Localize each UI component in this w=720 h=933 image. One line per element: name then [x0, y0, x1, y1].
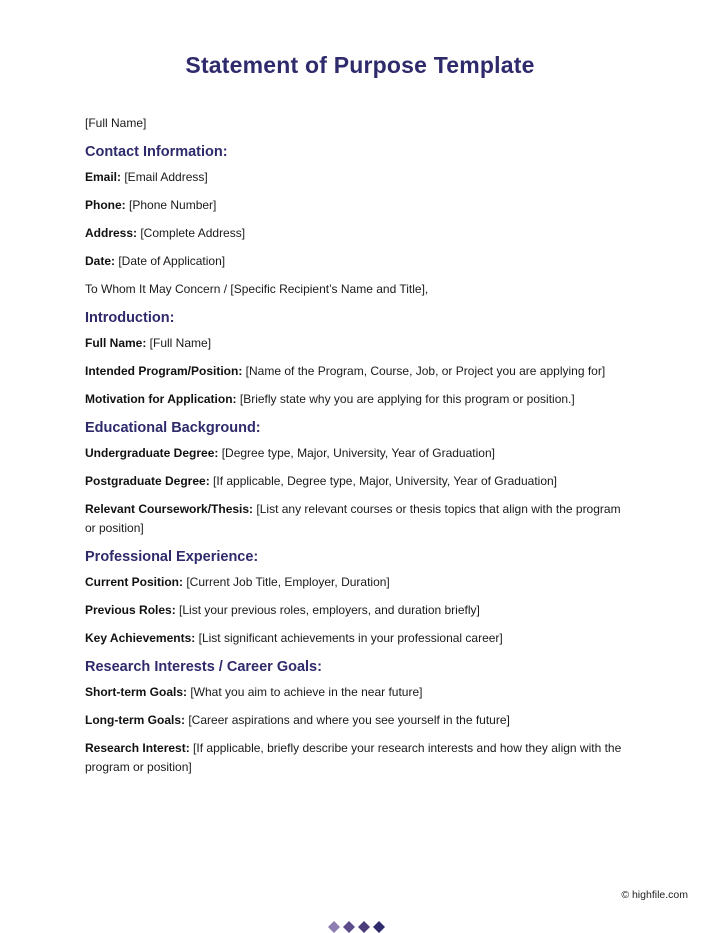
coursework-label: Relevant Coursework/Thesis: — [85, 502, 254, 516]
intended-program-line — [85, 362, 625, 381]
undergrad-line — [85, 444, 625, 463]
email-line — [85, 168, 625, 187]
footer-copyright: © highfile.com — [621, 889, 688, 901]
phone-label: Phone: — [85, 198, 126, 212]
long-term-goals-label: Long-term Goals: — [85, 713, 186, 727]
address-label: Address: — [85, 226, 138, 240]
postgrad-line — [85, 472, 625, 491]
email-value: [Email Address] — [121, 170, 208, 184]
document-body — [85, 114, 625, 786]
email-label: Email: — [85, 170, 122, 184]
full-name-top: [Full Name] — [85, 116, 147, 130]
previous-roles-label: Previous Roles: — [85, 603, 176, 617]
date-label: Date: — [85, 254, 116, 268]
coursework-line — [85, 500, 625, 538]
research-interest-label: Research Interest: — [85, 741, 190, 755]
long-term-goals-line — [85, 711, 625, 730]
phone-value: [Phone Number] — [125, 198, 217, 212]
key-achievements-label: Key Achievements: — [85, 631, 196, 645]
short-term-goals-line — [85, 683, 625, 702]
short-term-goals-label: Short-term Goals: — [85, 685, 188, 699]
page-title: Statement of Purpose Template — [185, 52, 535, 78]
motivation-label: Motivation for Application: — [85, 392, 237, 406]
current-position-line — [85, 573, 625, 592]
coursework-value: [List any relevant courses or thesis topics that align with the program or position] — [85, 502, 621, 535]
intro-full-name-value: [Full Name] — [146, 336, 212, 350]
address-value: [Complete Address] — [137, 226, 246, 240]
previous-roles-line — [85, 601, 625, 620]
intro-full-name-line — [85, 334, 625, 353]
diamond-4-icon — [373, 921, 385, 933]
intro-full-name-label: Full Name: — [85, 336, 147, 350]
diamond-2-icon — [343, 921, 355, 933]
research-interest-value: [If applicable, briefly describe your research interests and how they align with the program or position] — [85, 741, 622, 774]
current-position-label: Current Position: — [85, 575, 183, 589]
experience-heading: Professional Experience: — [85, 549, 259, 565]
intended-program-label: Intended Program/Position: — [85, 364, 243, 378]
salutation: To Whom It May Concern / [Specific Recipient’s Name and Title], — [85, 282, 429, 296]
education-heading: Educational Background: — [85, 420, 261, 436]
diamond-1-icon — [328, 921, 340, 933]
long-term-goals-value: [Career aspirations and where you see yourself in the future] — [185, 713, 510, 727]
research-heading: Research Interests / Career Goals: — [85, 659, 322, 675]
undergrad-label: Undergraduate Degree: — [85, 446, 219, 460]
motivation-line — [85, 390, 625, 409]
address-line — [85, 224, 625, 243]
contact-heading: Contact Information: — [85, 144, 228, 160]
short-term-goals-value: [What you aim to achieve in the near future] — [187, 685, 423, 699]
date-value: [Date of Application] — [115, 254, 226, 268]
undergrad-value: [Degree type, Major, University, Year of Graduation] — [218, 446, 495, 460]
postgrad-value: [If applicable, Degree type, Major, University, Year of Graduation] — [209, 474, 557, 488]
introduction-heading: Introduction: — [85, 310, 175, 326]
motivation-value: [Briefly state why you are applying for this program or position.] — [236, 392, 575, 406]
previous-roles-value: [List your previous roles, employers, and duration briefly] — [175, 603, 480, 617]
key-achievements-line — [85, 629, 625, 648]
date-line — [85, 252, 625, 271]
research-interest-line — [85, 739, 625, 777]
phone-line — [85, 196, 625, 215]
intended-program-value: [Name of the Program, Course, Job, or Project you are applying for] — [242, 364, 606, 378]
key-achievements-value: [List significant achievements in your professional career] — [195, 631, 503, 645]
current-position-value: [Current Job Title, Employer, Duration] — [183, 575, 390, 589]
diamond-3-icon — [358, 921, 370, 933]
postgrad-label: Postgraduate Degree: — [85, 474, 210, 488]
